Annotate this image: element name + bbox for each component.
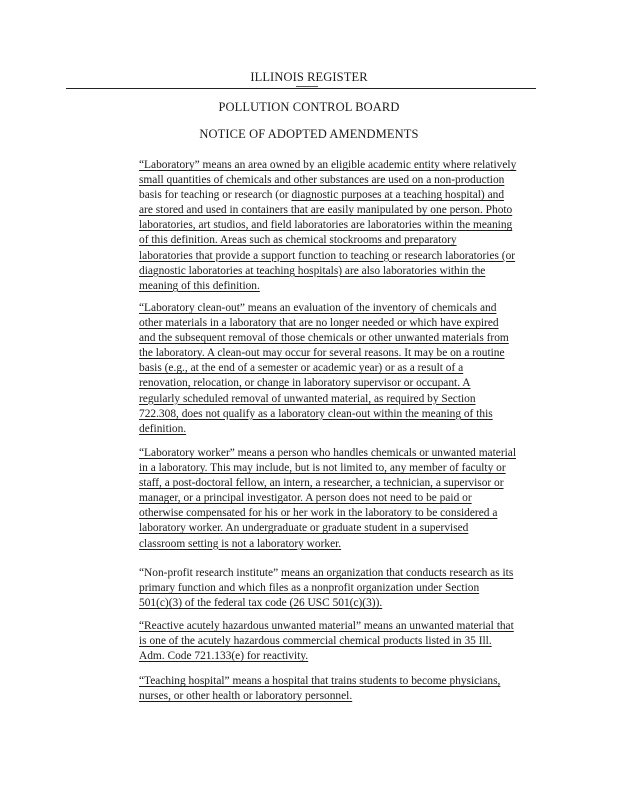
inserted-text: laboratory worker. An undergraduate or graduate student in a supervised xyxy=(139,522,469,535)
inserted-text: primary function and which files as a nonprofit organization under Section xyxy=(139,582,480,595)
text-line xyxy=(139,422,539,437)
board-heading: POLLUTION CONTROL BOARD xyxy=(218,100,400,114)
text-line xyxy=(139,461,539,476)
inserted-text: other materials in a laboratory that are no longer needed or which have expired xyxy=(139,317,499,330)
inserted-text: and the subsequent removal of those chemicals or other unwanted materials from xyxy=(139,332,509,345)
inserted-text: 501(c)(3) of the federal tax code (26 USC 501(c)(3)). xyxy=(139,597,383,610)
inserted-text: manager, or a principal investigator. A person does not need to be paid or xyxy=(139,492,472,505)
notice-heading: NOTICE OF ADOPTED AMENDMENTS xyxy=(199,127,419,141)
text-line xyxy=(139,218,539,233)
inserted-text: laboratories, art studios, and field laboratories are laboratories within the meaning xyxy=(139,219,513,232)
text-line xyxy=(139,407,539,422)
text-line xyxy=(139,689,539,704)
text-line xyxy=(139,537,539,552)
text-line xyxy=(139,316,539,331)
inserted-text: nurses, or other health or laboratory personnel. xyxy=(139,690,353,703)
text-line xyxy=(139,476,539,491)
text-line xyxy=(139,203,539,218)
inserted-text: are stored and used in containers that are easily manipulated by one person. Photo xyxy=(139,204,513,217)
text-line xyxy=(139,566,539,581)
text-line xyxy=(139,249,539,264)
inserted-text: laboratories that provide a support function to teaching or research laboratories (or xyxy=(139,249,516,262)
text-line xyxy=(139,506,539,521)
inserted-text: is one of the acutely hazardous commercial chemical products listed in 35 Ill. xyxy=(139,635,492,648)
original-text: basis for teaching or research (or xyxy=(139,189,292,202)
text-line xyxy=(139,491,539,506)
inserted-text: meaning of this definition. xyxy=(139,279,260,292)
inserted-text: classroom setting is not a laboratory worker. xyxy=(139,537,342,550)
inserted-text: “Teaching hospital” means a hospital that trains students to become physicians, xyxy=(139,675,501,687)
inserted-text: renovation, relocation, or change in laboratory supervisor or occupant. A xyxy=(139,377,471,390)
inserted-text: in a laboratory. This may include, but is not limited to, any member of faculty or xyxy=(139,462,506,475)
inserted-text: otherwise compensated for his or her work in the laboratory to be considered a xyxy=(139,507,498,520)
text-line xyxy=(139,634,539,649)
definition-laboratory-clean-out xyxy=(139,301,539,437)
inserted-text: Adm. Code 721.133(e) for reactivity. xyxy=(139,650,309,663)
text-line xyxy=(139,392,539,407)
definition-reactive-acutely-hazardous-unwanted-material xyxy=(139,619,539,664)
inserted-text: of this definition. Areas such as chemical stockrooms and preparatory xyxy=(139,234,457,247)
original-text: “Non-profit research institute” xyxy=(139,567,282,579)
text-line xyxy=(139,173,539,188)
inserted-text: small quantities of chemicals and other substances are used on a non-production xyxy=(139,174,505,187)
inserted-text: means an organization that conducts research as its xyxy=(281,567,514,579)
inserted-text: basis (e.g., at the end of a semester or academic year) or as a result of a xyxy=(139,362,464,375)
header-rule-mark xyxy=(296,86,318,90)
text-line xyxy=(139,264,539,279)
text-line xyxy=(139,233,539,248)
inserted-text: diagnostic purposes at a teaching hospital) and xyxy=(291,189,505,202)
text-line xyxy=(139,346,539,361)
inserted-text: “Laboratory worker” means a person who handles chemicals or unwanted material xyxy=(139,447,517,459)
text-line xyxy=(139,521,539,536)
inserted-text: staff, a post-doctoral fellow, an intern, a researcher, a technician, a supervisor or xyxy=(139,477,504,490)
inserted-text: 722.308, does not qualify as a laboratory clean-out within the meaning of this xyxy=(139,407,493,420)
definition-non-profit-research-institute xyxy=(139,566,539,611)
text-line xyxy=(139,331,539,346)
inserted-text: “Reactive acutely hazardous unwanted material” means an unwanted material that xyxy=(139,620,514,632)
inserted-text: regularly scheduled removal of unwanted material, as required by Section xyxy=(139,392,476,405)
text-line xyxy=(139,158,539,173)
text-line xyxy=(139,188,539,203)
text-line xyxy=(139,581,539,596)
inserted-text: definition. xyxy=(139,422,187,435)
definition-teaching-hospital xyxy=(139,674,539,704)
text-line xyxy=(139,619,539,634)
text-line xyxy=(139,674,539,689)
inserted-text: “Laboratory” means an area owned by an eligible academic entity where relatively xyxy=(139,159,517,171)
text-line xyxy=(139,649,539,664)
definition-laboratory-worker xyxy=(139,446,539,552)
definition-laboratory xyxy=(139,158,539,294)
text-line xyxy=(139,596,539,611)
text-line xyxy=(139,446,539,461)
inserted-text: “Laboratory clean-out” means an evaluation of the inventory of chemicals and xyxy=(139,302,497,314)
register-heading: ILLINOIS REGISTER xyxy=(250,70,368,84)
text-line xyxy=(139,361,539,376)
text-line xyxy=(139,279,539,294)
text-line xyxy=(139,376,539,391)
inserted-text: the laboratory. A clean-out may occur for several reasons. It may be on a routine xyxy=(139,347,505,360)
inserted-text: diagnostic laboratories at teaching hospitals) are also laboratories within the xyxy=(139,264,486,277)
text-line xyxy=(139,301,539,316)
